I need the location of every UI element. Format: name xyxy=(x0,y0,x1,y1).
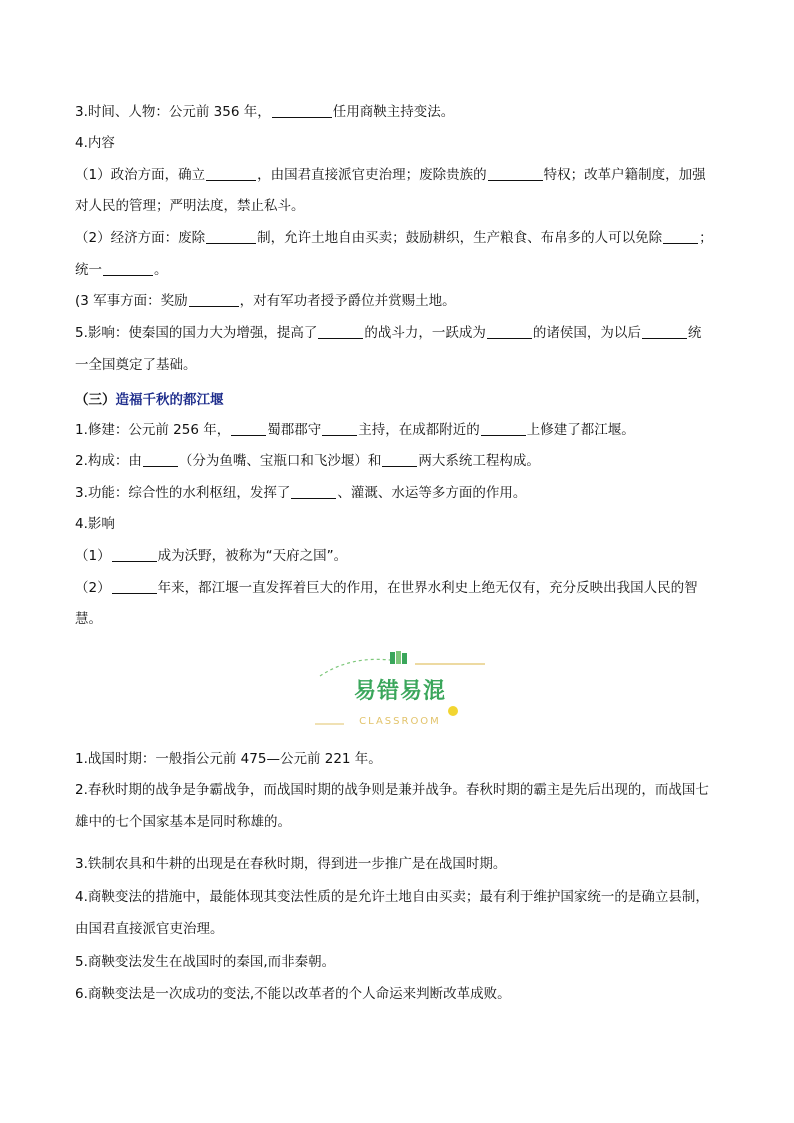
text-line xyxy=(75,228,735,248)
text: 统 xyxy=(687,325,702,341)
text: 1.修建：公元前 256 年， xyxy=(75,422,231,438)
text-line: 慧。 xyxy=(75,611,102,627)
fill-blank xyxy=(642,324,687,339)
section-heading xyxy=(75,388,224,408)
fill-blank xyxy=(481,421,526,436)
text-line xyxy=(75,578,735,598)
text-line: 3.铁制农具和牛耕的出现是在春秋时期，得到进一步推广是在战国时期。 xyxy=(75,856,507,872)
fill-blank xyxy=(291,484,336,499)
text-line: 雄中的七个国家基本是同时称雄的。 xyxy=(75,814,291,830)
text: ，由国君直接派官吏治理；废除贵族的 xyxy=(257,167,487,183)
heading-number: （三） xyxy=(75,392,116,408)
text: （1） xyxy=(75,548,111,564)
text: 蜀郡郡守 xyxy=(267,422,322,438)
text: 两大系统工程构成。 xyxy=(418,453,540,469)
text-line xyxy=(75,323,735,343)
fill-blank xyxy=(488,166,543,181)
fill-blank xyxy=(663,229,698,244)
text-line xyxy=(75,291,735,311)
fill-blank xyxy=(272,103,332,118)
text-line: 对人民的管理；严明法度，禁止私斗。 xyxy=(75,198,305,214)
text: 年来，都江堰一直发挥着巨大的作用，在世界水利史上绝无仅有，充分反映出我国人民的智 xyxy=(157,580,698,596)
text: 主持，在成都附近的 xyxy=(358,422,480,438)
text: 的战斗力，一跃成为 xyxy=(364,325,486,341)
text-line: 4.影响 xyxy=(75,516,115,532)
text-line: 5.商鞅变法发生在战国时的秦国,而非秦朝。 xyxy=(75,954,336,970)
fill-blank xyxy=(322,421,357,436)
fill-blank xyxy=(206,229,256,244)
text: 成为沃野，被称为“天府之国”。 xyxy=(157,548,348,564)
text: （2） xyxy=(75,580,111,596)
text-line xyxy=(75,420,735,440)
text-line: 4.内容 xyxy=(75,135,115,151)
text-line: 一全国奠定了基础。 xyxy=(75,357,197,373)
text: （2）经济方面：废除 xyxy=(75,230,206,246)
heading-text: 造福千秋的都江堰 xyxy=(115,392,224,408)
text-line xyxy=(75,546,735,566)
fill-blank xyxy=(487,324,532,339)
text: 特权；改革户籍制度，加强 xyxy=(543,167,706,183)
text: 制，允许土地自由买卖；鼓励耕织，生产粮食、布帛多的人可以免除 xyxy=(257,230,663,246)
text: 。 xyxy=(154,262,168,278)
fill-blank xyxy=(112,547,157,562)
text: (3 军事方面：奖励 xyxy=(75,293,188,309)
fill-blank xyxy=(382,452,417,467)
section-logo xyxy=(310,646,490,736)
logo-subtitle: CLASSROOM xyxy=(359,716,441,727)
fill-blank xyxy=(206,166,256,181)
text-line: 2.春秋时期的战争是争霸战争，而战国时期的战争则是兼并战争。春秋时期的霸主是先后出现的，而战国七 xyxy=(75,782,709,798)
text: 3.功能：综合性的水利枢纽，发挥了 xyxy=(75,485,291,501)
text: 统一 xyxy=(75,262,102,278)
text: 的诸侯国，为以后 xyxy=(532,325,641,341)
text: 5.影响：使秦国的国力大为增强，提高了 xyxy=(75,325,318,341)
fill-blank xyxy=(189,292,239,307)
text: ，对有军功者授予爵位并赏赐土地。 xyxy=(239,293,456,309)
fill-blank xyxy=(143,452,178,467)
text: 任用商鞅主持变法。 xyxy=(332,104,455,120)
text-line xyxy=(75,260,735,280)
text-line xyxy=(75,102,735,122)
text: （分为鱼嘴、宝瓶口和飞沙堰）和 xyxy=(178,453,382,469)
fill-blank xyxy=(103,261,153,276)
text-line xyxy=(75,451,735,471)
text-line xyxy=(75,165,735,185)
text: ； xyxy=(699,230,713,246)
text: （1）政治方面，确立 xyxy=(75,167,206,183)
text: 2.构成：由 xyxy=(75,453,142,469)
fill-blank xyxy=(112,579,157,594)
text-line xyxy=(75,483,735,503)
fill-blank xyxy=(231,421,266,436)
logo-title: 易错易混 xyxy=(353,679,446,704)
text-line: 4.商鞅变法的措施中，最能体现其变法性质的是允许土地自由买卖；最有利于维护国家统一的是确立县制， xyxy=(75,889,709,905)
text-line: 1.战国时期：一般指公元前 475—公元前 221 年。 xyxy=(75,751,382,767)
text-line: 由国君直接派官吏治理。 xyxy=(75,921,224,937)
text-line: 6.商鞅变法是一次成功的变法,不能以改革者的个人命运来判断改革成败。 xyxy=(75,986,511,1002)
text: 3.时间、人物：公元前 356 年， xyxy=(75,104,271,120)
fill-blank xyxy=(318,324,363,339)
text: 、灌溉、水运等多方面的作用。 xyxy=(337,485,527,501)
text: 上修建了都江堰。 xyxy=(526,422,635,438)
